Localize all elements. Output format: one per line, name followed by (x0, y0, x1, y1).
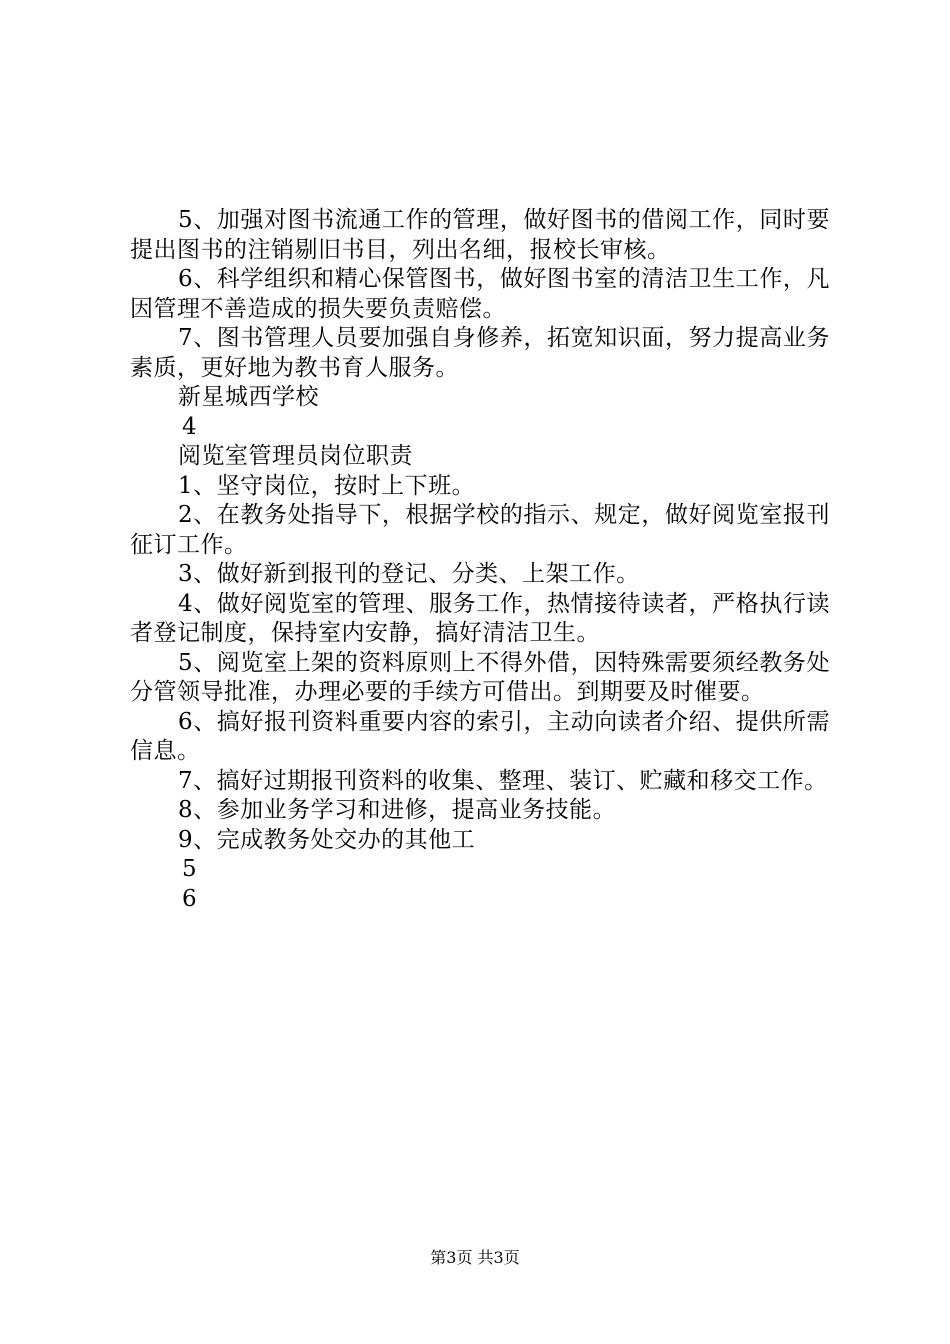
section-title: 阅览室管理员岗位职责 (178, 443, 413, 469)
duty-item: 6、搞好报刊资料重要内容的索引，主动向读者介绍、提供所需信息。 (130, 708, 830, 764)
duty-item: 5、阅览室上架的资料原则上不得外借，因特殊需要须经教务处分管领导批准，办理必要的手续方可借出。到期要及时催要。 (130, 649, 830, 705)
duty-item: 9、完成教务处交办的其他工 (178, 826, 476, 853)
page-marker-4: 4 (182, 413, 198, 440)
duty-item: 3、做好新到报刊的登记、分类、上架工作。 (178, 561, 640, 587)
duty-item: 7、搞好过期报刊资料的收集、整理、装订、贮藏和移交工作。 (178, 767, 828, 794)
duty-item: 4、做好阅览室的管理、服务工作，热情接待读者，严格执行读者登记制度，保持室内安静，搞好清洁卫生。 (130, 590, 830, 646)
paragraph-7-self-improvement: 7、图书管理人员要加强自身修养，拓宽知识面，努力提高业务素质，更好地为教书育人服务。 (130, 325, 830, 381)
duty-item: 1、坚守岗位，按时上下班。 (178, 472, 476, 499)
duty-item: 8、参加业务学习和进修，提高业务技能。 (178, 797, 617, 823)
duty-item: 2、在教务处指导下，根据学校的指示、规定，做好阅览室报刊征订工作。 (130, 502, 830, 558)
page-footer: 第3页 共3页 (430, 1248, 520, 1267)
school-name: 新星城西学校 (178, 384, 319, 410)
page-marker-5: 5 (182, 856, 198, 882)
paragraph-5-circulation: 5、加强对图书流通工作的管理，做好图书的借阅工作，同时要提出图书的注销剔旧书目，列出名细，报校长审核。 (130, 207, 830, 263)
paragraph-6-storage: 6、科学组织和精心保管图书，做好图书室的清洁卫生工作，凡因管理不善造成的损失要负责赔偿。 (130, 266, 830, 322)
page-marker-6: 6 (182, 885, 198, 912)
document-body (130, 206, 830, 914)
